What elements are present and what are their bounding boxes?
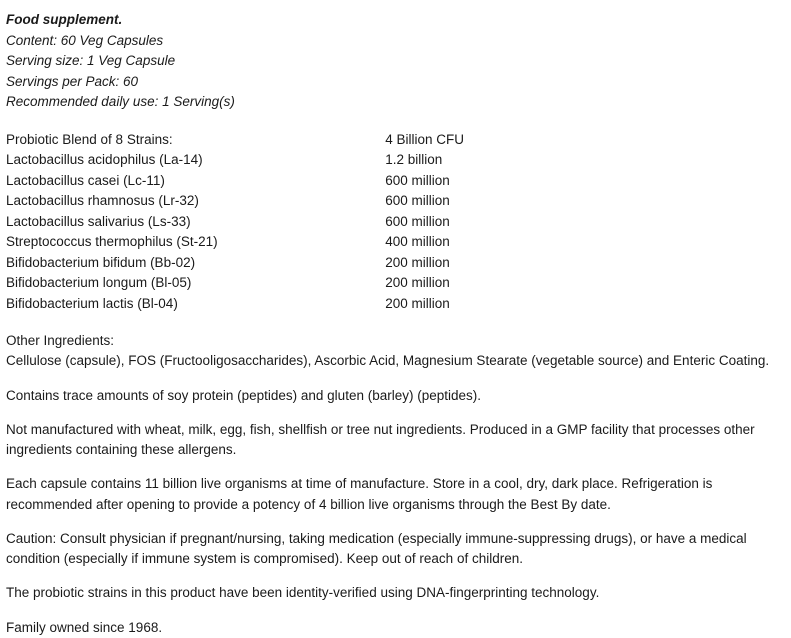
ingredient-amount: 200 million <box>385 254 450 270</box>
ingredient-name: Lactobacillus acidophilus (La-14) <box>6 152 203 168</box>
table-row <box>6 232 626 253</box>
ingredient-amount: 1.2 billion <box>385 152 443 168</box>
header-line-recommended-use: Recommended daily use: 1 Serving(s) <box>6 94 235 110</box>
ingredient-amount: 400 million <box>385 234 450 250</box>
ingredient-name: Bifidobacterium longum (Bl-05) <box>6 275 192 291</box>
table-row <box>6 294 626 315</box>
ingredient-name: Lactobacillus salivarius (Ls-33) <box>6 213 191 229</box>
trace-amounts-paragraph: Contains trace amounts of soy protein (peptides) and gluten (barley) (peptides). <box>6 387 482 403</box>
ingredient-amount: 600 million <box>385 172 450 188</box>
ingredient-name: Lactobacillus casei (Lc-11) <box>6 172 165 188</box>
header-line-servings-per-pack: Servings per Pack: 60 <box>6 73 139 89</box>
table-row <box>6 273 626 294</box>
document-title: Food supplement. <box>6 12 123 27</box>
table-row <box>6 253 626 274</box>
table-row <box>6 150 626 171</box>
ingredient-amount: 4 Billion CFU <box>385 131 464 147</box>
caution-paragraph: Caution: Consult physician if pregnant/nursing, taking medication (especially immune-suppressing drugs), or have a medical condition (especially if immune system is compromised). Keep out of reach of children. <box>6 530 747 567</box>
header-block <box>6 10 779 113</box>
ingredient-name: Lactobacillus rhamnosus (Lr-32) <box>6 193 199 209</box>
ingredient-amount: 200 million <box>385 275 450 291</box>
table-row <box>6 191 626 212</box>
ingredient-name: Bifidobacterium bifidum (Bb-02) <box>6 254 196 270</box>
table-row <box>6 171 626 192</box>
table-row <box>6 130 626 151</box>
ingredient-amount: 200 million <box>385 295 450 311</box>
ingredient-name: Streptococcus thermophilus (St-21) <box>6 234 218 250</box>
identity-verified-paragraph: The probiotic strains in this product have been identity-verified using DNA-fingerprinting technology. <box>6 585 600 601</box>
allergen-paragraph: Not manufactured with wheat, milk, egg, fish, shellfish or tree nut ingredients. Produced in a GMP facility that processes other ingredients containing these allergens. <box>6 421 755 458</box>
other-ingredients-text: Cellulose (capsule), FOS (Fructooligosaccharides), Ascorbic Acid, Magnesium Stearate (vegetable source) and Enteric Coating. <box>6 353 770 369</box>
table-row <box>6 212 626 233</box>
family-owned-paragraph: Family owned since 1968. <box>6 619 163 635</box>
ingredient-name: Probiotic Blend of 8 Strains: <box>6 131 173 147</box>
header-line-serving-size: Serving size: 1 Veg Capsule <box>6 53 176 69</box>
spacer <box>6 113 779 130</box>
potency-storage-paragraph: Each capsule contains 11 billion live organisms at time of manufacture. Store in a cool, dry, dark place. Refrigeration is recommended after opening to provide a potency of 4 billion live organisms through the Best By date. <box>6 476 713 512</box>
spacer <box>6 314 779 331</box>
other-ingredients-label: Other Ingredients: <box>6 333 115 349</box>
ingredient-amount: 600 million <box>385 193 450 209</box>
ingredient-name: Bifidobacterium lactis (Bl-04) <box>6 295 178 311</box>
supplement-facts-table <box>6 130 626 315</box>
header-line-content: Content: 60 Veg Capsules <box>6 32 164 48</box>
ingredient-amount: 600 million <box>385 213 450 229</box>
